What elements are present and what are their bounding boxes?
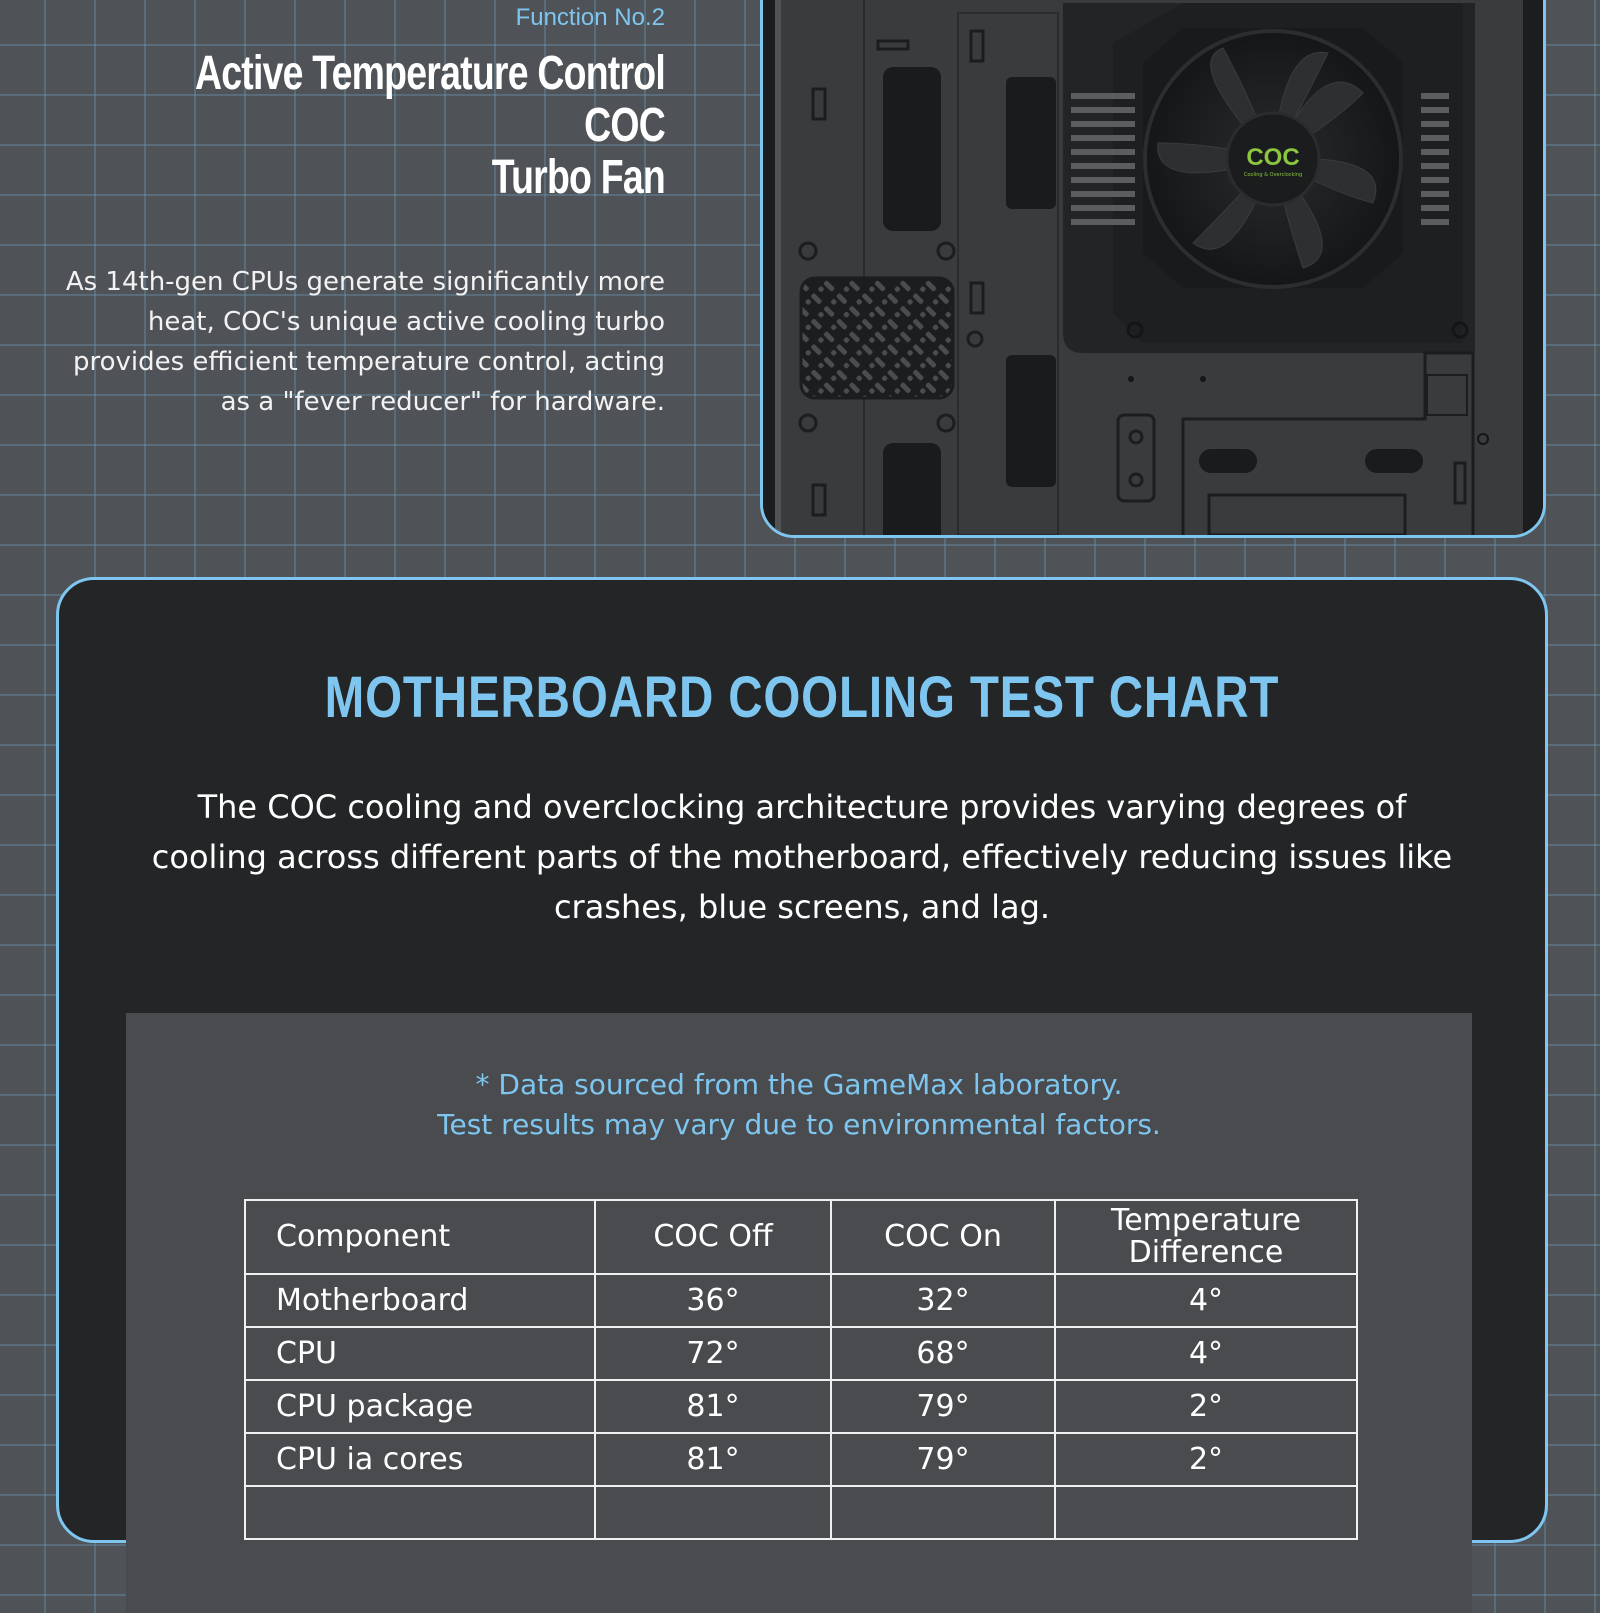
feature-title-line-1: Active Temperature Control COC	[194, 47, 666, 152]
feature-title-line-2: Turbo Fan	[491, 151, 665, 204]
motherboard-tray-illustration	[763, 0, 1543, 535]
header-coc-off: COC Off	[595, 1200, 831, 1274]
header-coc-on: COC On	[831, 1200, 1055, 1274]
header-component: Component	[245, 1200, 595, 1274]
cell-coc-off: 81°	[595, 1433, 831, 1486]
table-row	[245, 1380, 1357, 1433]
chart-title: MOTHERBOARD COOLING TEST CHART	[324, 665, 1280, 730]
cell-difference: 4°	[1055, 1327, 1357, 1380]
table-row-partial	[245, 1486, 1357, 1539]
feature-description: As 14th-gen CPUs generate significantly more heat, COC's unique active cooling turbo provides efficient temperature control, acting as a "fever reducer" for hardware.	[65, 267, 665, 417]
table-row	[245, 1274, 1357, 1327]
cell-coc-on: 32°	[831, 1274, 1055, 1327]
data-panel	[126, 1013, 1472, 1613]
cell-coc-on: 79°	[831, 1380, 1055, 1433]
cooling-test-table	[244, 1199, 1358, 1540]
fan-logo-text: COC	[1246, 144, 1300, 171]
data-note-line-1: * Data sourced from the GameMax laboratory.	[475, 1068, 1123, 1101]
cell-coc-on: 68°	[831, 1327, 1055, 1380]
cell-difference: 2°	[1055, 1433, 1357, 1486]
fan-logo-subtext: Cooling & Overclocking	[1243, 172, 1303, 178]
chart-description: The COC cooling and overclocking architecture provides varying degrees of cooling across different parts of the motherboard, effectively reducing issues like crashes, blue screens, and lag.	[151, 788, 1453, 926]
cell-difference: 2°	[1055, 1380, 1357, 1433]
cell-coc-off: 72°	[595, 1327, 831, 1380]
cell-difference: 4°	[1055, 1274, 1357, 1327]
cell-coc-off: 81°	[595, 1380, 831, 1433]
header-temperature-difference: Temperature Difference	[1055, 1200, 1357, 1274]
cell-coc-on: 79°	[831, 1433, 1055, 1486]
feature-text-block	[40, 0, 665, 422]
table-header-row	[245, 1200, 1357, 1274]
cell-component: CPU	[245, 1327, 595, 1380]
product-photo	[760, 0, 1546, 538]
table-row	[245, 1433, 1357, 1486]
data-source-note	[126, 1065, 1472, 1145]
cell-component: CPU ia cores	[245, 1433, 595, 1486]
cell-component: Motherboard	[245, 1274, 595, 1327]
cooling-chart-card	[56, 577, 1548, 1543]
data-note-line-2: Test results may vary due to environmental factors.	[437, 1108, 1161, 1141]
cell-coc-off: 36°	[595, 1274, 831, 1327]
function-label: Function No.2	[515, 4, 665, 31]
feature-title	[178, 48, 665, 204]
cell-component: CPU package	[245, 1380, 595, 1433]
table-row	[245, 1327, 1357, 1380]
